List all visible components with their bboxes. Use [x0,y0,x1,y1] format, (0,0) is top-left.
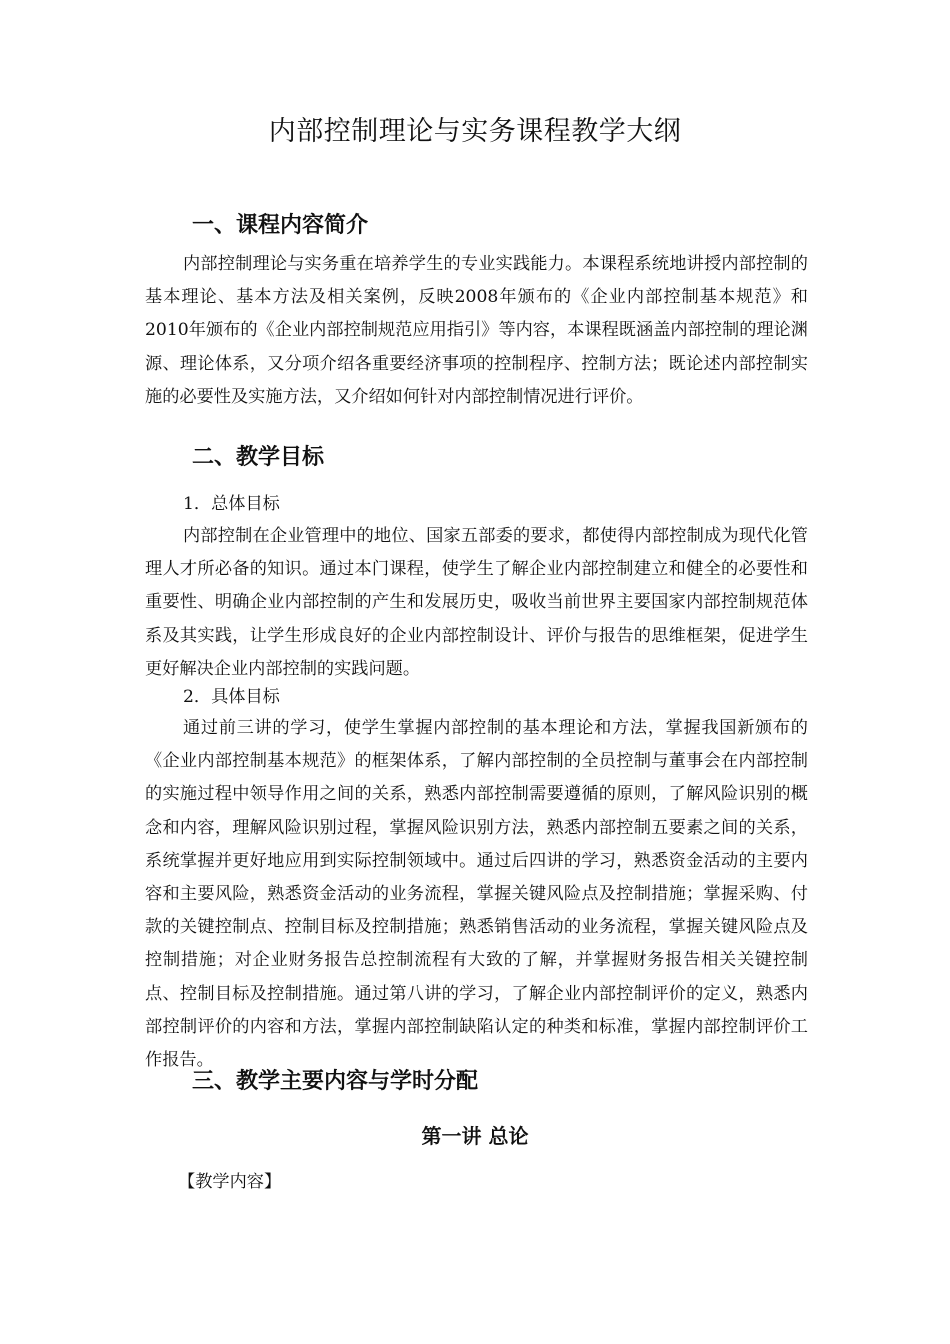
specific-objective-body: 通过前三讲的学习，使学生掌握内部控制的基本理论和方法，掌握我国新颁布的《企业内部控制基本规范》的框架体系，了解内部控制的全员控制与董事会在内部控制的实施过程中领导作用之间的关系，熟悉内部控制需要遵循的原则，了解风险识别的概念和内容，理解风险识别过程，掌握风险识别方法，熟悉内部控制五要素之间的关系，系统掌握并更好地应用到实际控制领域中。通过后四讲的学习，熟悉资金活动的主要内容和主要风险，熟悉资金活动的业务流程，掌握关键风险点及控制措施；掌握采购、付款的关键控制点、控制目标及控制措施；熟悉销售活动的业务流程，掌握关键风险点及控制措施；对企业财务报告总控制流程有大致的了解，并掌握财务报告相关关键控制点、控制目标及控制措施。通过第八讲的学习，了解企业内部控制评价的定义，熟悉内部控制评价的内容和方法，掌握内部控制缺陷认定的种类和标准，掌握内部控制评价工作报告。 [145,718,808,1071]
section1-heading: 一、课程内容简介 [192,213,369,238]
specific-objective-label: 2．具体目标 [183,687,280,707]
document-title: 内部控制理论与实务课程教学大纲 [268,116,682,147]
section1-body: 内部控制理论与实务重在培养学生的专业实践能力。本课程系统地讲授内部控制的基本理论、基本方法及相关案例，反映2008年颁布的《企业内部控制基本规范》和2010年颁布的《企业内部控制规范应用指引》等内容，本课程既涵盖内部控制的理论渊源、理论体系，又分项介绍各重要经济事项的控制程序、控制方法；既论述内部控制实施的必要性及实施方法，又介绍如何针对内部控制情况进行评价。 [145,254,808,407]
section2-heading: 二、教学目标 [192,445,325,470]
general-objective-label: 1．总体目标 [183,494,280,514]
teaching-content-label: 【教学内容】 [178,1172,282,1192]
lecture-title: 第一讲 总论 [421,1124,529,1148]
section3-heading: 三、教学主要内容与学时分配 [192,1069,479,1094]
general-objective-body: 内部控制在企业管理中的地位、国家五部委的要求，都使得内部控制成为现代化管理人才所必备的知识。通过本门课程，使学生了解企业内部控制建立和健全的必要性和重要性、明确企业内部控制的产生和发展历史，吸收当前世界主要国家内部控制规范体系及其实践，让学生形成良好的企业内部控制设计、评价与报告的思维框架，促进学生更好解决企业内部控制的实践问题。 [145,526,808,679]
